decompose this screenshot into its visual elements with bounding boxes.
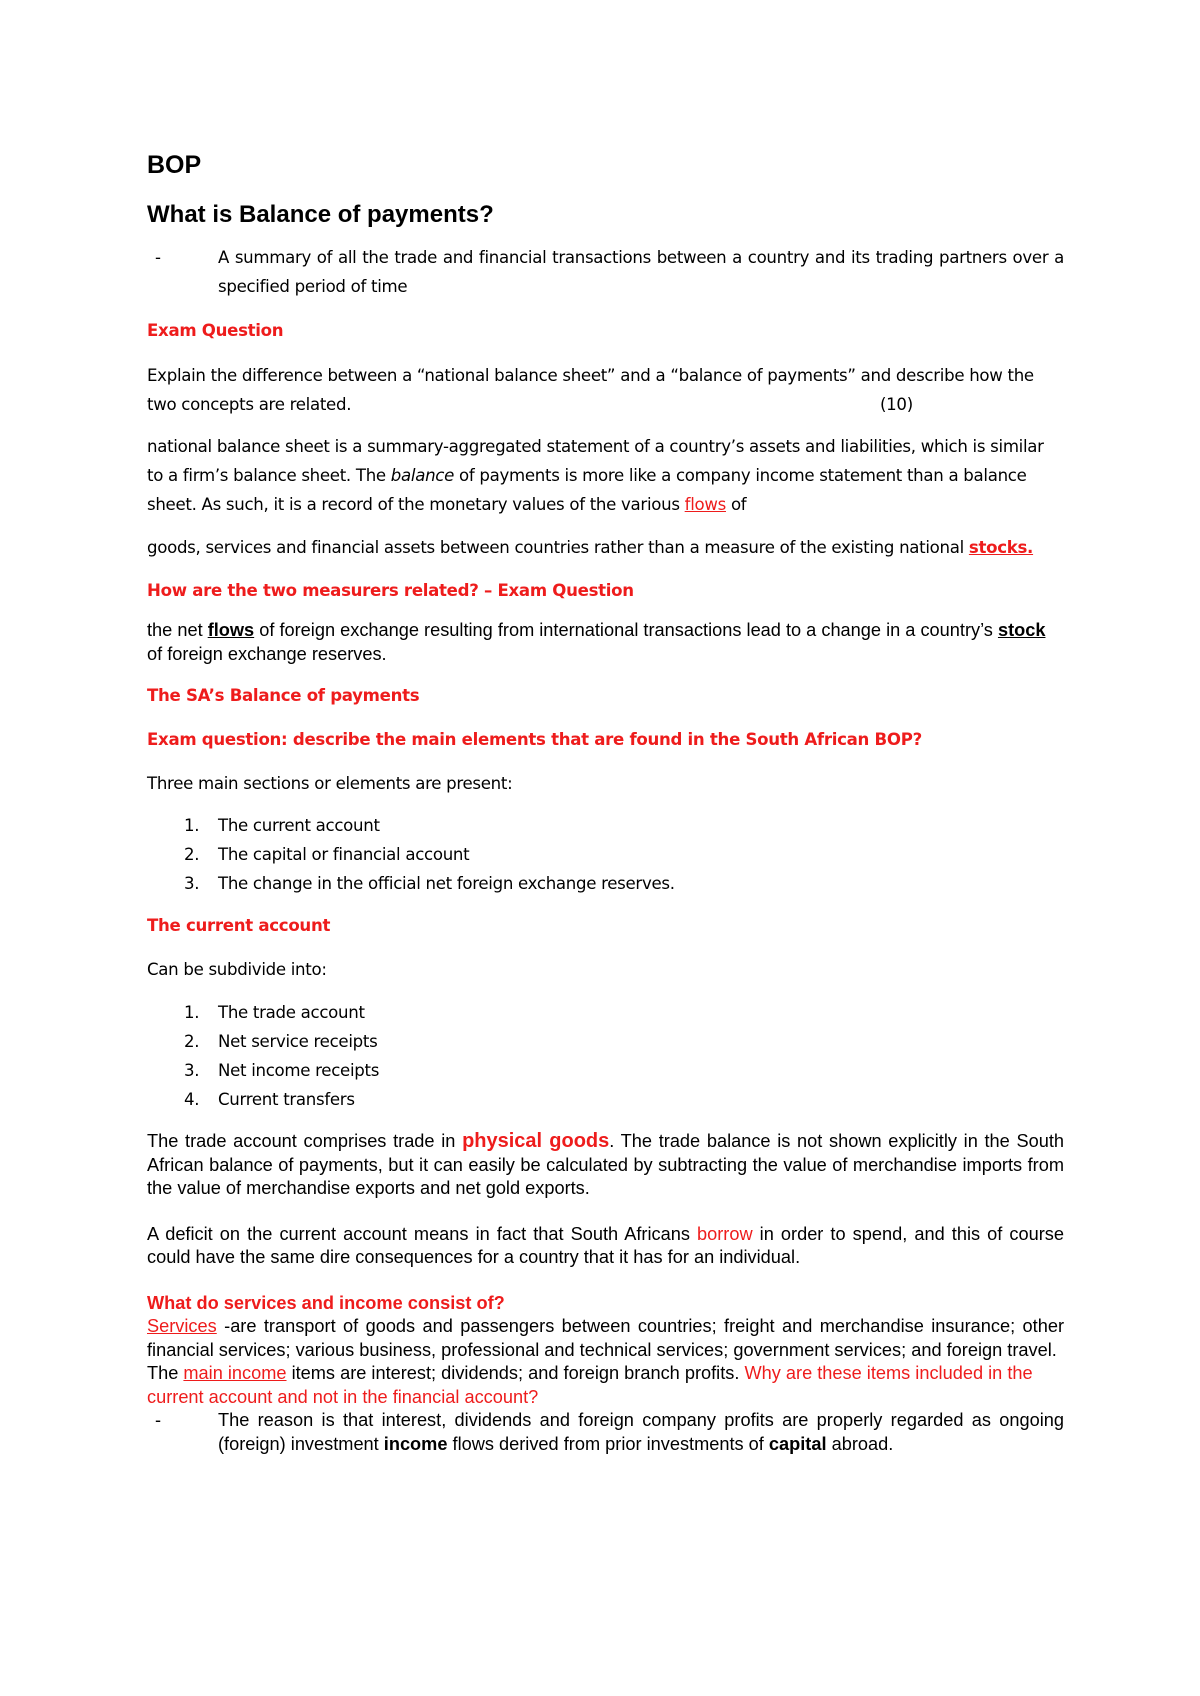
list-item — [147, 840, 1064, 869]
list-item — [147, 811, 1064, 840]
exam-question-label: Exam Question — [147, 321, 284, 340]
subdivide-intro: Can be subdivide into: — [147, 960, 327, 979]
trade-account-paragraph — [147, 1130, 1064, 1201]
balance-word: balance — [390, 466, 455, 485]
income-question: Why are these items included in the current account and not in the financial account? — [147, 1363, 1033, 1407]
trade-text-1: The trade account comprises trade in — [147, 1131, 463, 1151]
services-text: -are transport of goods and passengers between countries; freight and merchandise insurance; other financial services; various business, professional and technical services; government services; and foreign travel. — [147, 1316, 1064, 1360]
reason-text-2: flows derived from prior investments of — [447, 1433, 769, 1454]
list-number: 3. — [184, 1061, 200, 1080]
exam-question-2-label: How are the two measurers related? – Exam Question — [147, 581, 634, 600]
list-text: The change in the official net foreign exchange reserves. — [218, 874, 675, 893]
trade-text-2: . The trade balance is not shown explicitly in the South African balance of payments, but it can easily be calculated by subtracting the value of merchandise imports from the value of merchandise exports and net gold exports. — [147, 1131, 1064, 1198]
dash-bullet: - — [155, 248, 161, 267]
list-text: The capital or financial account — [218, 845, 470, 864]
reason-bullet — [147, 1409, 1064, 1456]
list-text: Net service receipts — [218, 1032, 378, 1051]
flows-bold: flows — [207, 620, 255, 640]
answer-text-4: goods, services and financial assets between countries rather than a measure of the existing national — [147, 538, 969, 557]
physical-goods: physical goods — [462, 1130, 610, 1152]
stock-bold: stock — [997, 620, 1046, 640]
services-word: Services — [147, 1316, 217, 1336]
list-number: 4. — [184, 1090, 200, 1109]
services-income-heading: What do services and income consist of? — [147, 1292, 505, 1313]
list-item — [147, 1085, 1064, 1114]
list-number: 1. — [184, 1003, 200, 1022]
answer-text-2: of payments is more like a company income statement than a balance sheet. As such, it is a record of the monetary values of the various — [147, 466, 1027, 514]
flows-text-3: of foreign exchange reserves. — [147, 643, 387, 664]
flows-word: flows — [684, 495, 726, 514]
document-page — [147, 150, 1064, 1456]
exam-question-text — [147, 361, 1064, 419]
answer-paragraph — [147, 432, 1064, 519]
dash-bullet: - — [155, 1410, 162, 1430]
main-income-word: main income — [183, 1363, 287, 1383]
list-item — [147, 1056, 1064, 1085]
borrow-word: borrow — [697, 1223, 753, 1244]
list-number: 3. — [184, 874, 200, 893]
answer-text-1: national balance sheet is a summary-aggregated statement of a country’s assets and liabilities, which is similar to a firm’s balance sheet. The — [147, 437, 1044, 485]
current-account-heading: The current account — [147, 916, 331, 935]
sa-bop-heading: The SA’s Balance of payments — [147, 686, 420, 705]
question-text: Explain the difference between a “national balance sheet” and a “balance of payments” and describe how the two concepts are related. — [147, 366, 1034, 414]
income-paragraph — [147, 1362, 1064, 1409]
flows-text-2: of foreign exchange resulting from international transactions lead to a change in a country’s — [254, 620, 998, 640]
list-item — [147, 869, 1064, 898]
deficit-text-1: A deficit on the current account means in fact that South Africans — [147, 1223, 697, 1244]
current-account-list — [147, 998, 1064, 1114]
list-text: Current transfers — [218, 1090, 355, 1109]
flows-stock-paragraph — [147, 619, 1064, 666]
reason-text-1: The reason is that interest, dividends and foreign company profits are properly regarded as ongoing (foreign) investment — [218, 1410, 1064, 1454]
definition-text: A summary of all the trade and financial transactions between a country and its trading partners over a specified period of time — [218, 248, 1064, 296]
list-text: Net income receipts — [218, 1061, 380, 1080]
list-text: The trade account — [218, 1003, 365, 1022]
reason-text-3: abroad. — [826, 1433, 894, 1454]
services-paragraph — [147, 1315, 1064, 1362]
three-sections-list — [147, 811, 1064, 898]
exam-question-3: Exam question: describe the main elements that are found in the South African BOP? — [147, 730, 922, 749]
marks: (10) — [880, 395, 913, 414]
doc-title: BOP — [147, 151, 202, 179]
definition-bullet — [147, 243, 1064, 301]
list-number: 2. — [184, 845, 200, 864]
list-number: 1. — [184, 816, 200, 835]
income-text: items are interest; dividends; and foreign branch profits. — [286, 1363, 745, 1383]
income-the: The — [147, 1363, 184, 1383]
list-item — [147, 998, 1064, 1027]
deficit-paragraph — [147, 1223, 1064, 1270]
capital-bold: capital — [768, 1433, 827, 1454]
three-sections-intro: Three main sections or elements are present: — [147, 774, 513, 793]
stocks-word: stocks. — [968, 538, 1034, 557]
deficit-text-2: in order to spend, and this of course could have the same dire consequences for a country that it has for an individual. — [147, 1223, 1064, 1267]
income-bold: income — [383, 1433, 448, 1454]
answer-paragraph-2 — [147, 533, 1064, 562]
flows-text-1: the net — [147, 620, 208, 640]
list-item — [147, 1027, 1064, 1056]
list-text: The current account — [218, 816, 380, 835]
section-heading: What is Balance of payments? — [147, 201, 494, 228]
answer-text-3: of — [725, 495, 747, 514]
list-number: 2. — [184, 1032, 200, 1051]
